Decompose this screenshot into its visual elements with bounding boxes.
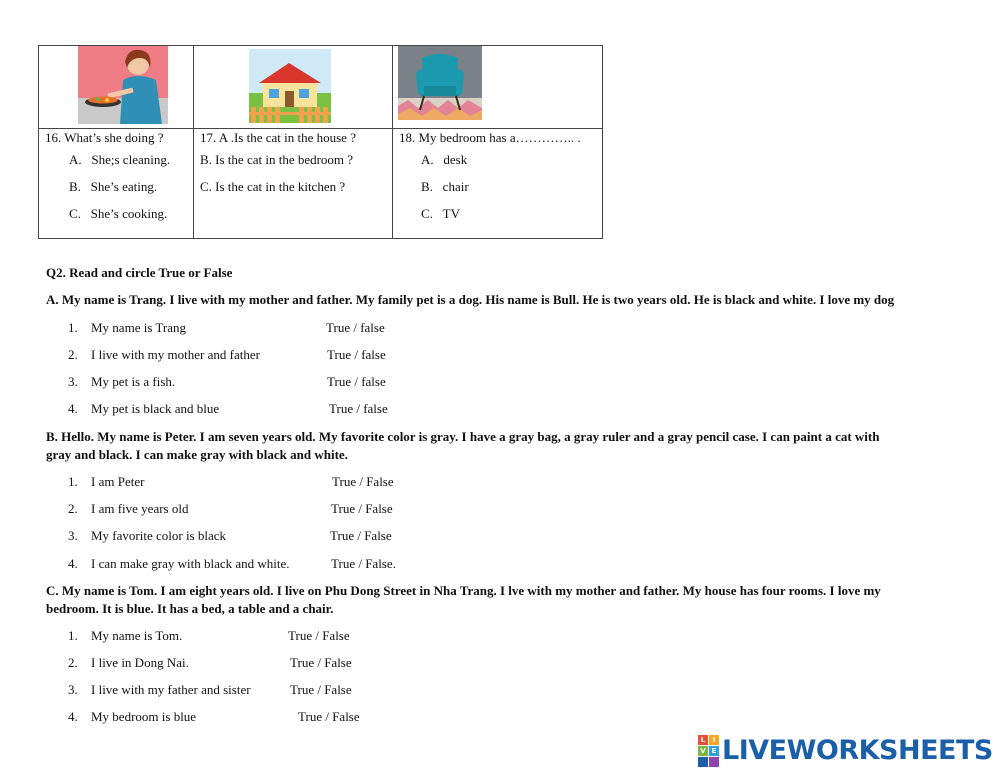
q16-option-a: [39, 146, 193, 173]
b-item-2-text: I am five years old: [91, 501, 189, 516]
a-item-2-answer[interactable]: True / false: [327, 347, 386, 362]
q16-option-c-letter: C.: [69, 206, 81, 221]
logo-block-4: E: [709, 746, 719, 756]
c-item-1-text: My name is Tom.: [91, 628, 183, 643]
logo-block-3: V: [698, 746, 708, 756]
c-item-2-text: I live in Dong Nai.: [91, 655, 189, 670]
q18-option-c-text: TV: [442, 206, 461, 221]
q17-image-cell: [194, 46, 393, 129]
a-item-4-answer[interactable]: True / false: [329, 401, 388, 416]
a-item-1-answer[interactable]: True / false: [326, 320, 385, 335]
questions-table: [38, 45, 603, 239]
q18-option-c-letter: C.: [421, 206, 433, 221]
q18-image-cell: [393, 46, 603, 129]
a-item-4-num: 4.: [68, 401, 78, 416]
q16-option-b-letter: B.: [69, 179, 81, 194]
q16-option-c-text: She’s cooking.: [90, 206, 168, 221]
a-item-2-num: 2.: [68, 347, 78, 362]
q18-question: 18. My bedroom has a………….. .: [399, 130, 581, 145]
c-item-4-text: My bedroom is blue: [91, 709, 197, 724]
q2-heading: Q2. Read and circle True or False: [46, 265, 233, 280]
b-item-3-answer[interactable]: True / False: [330, 528, 392, 543]
passage-c-line1: C. My name is Tom. I am eight years old. I live on Phu Dong Street in Nha Trang. I lve with my mother and father. My house has four rooms. I love my: [46, 583, 881, 598]
c-item-2-answer[interactable]: True / False: [290, 655, 352, 670]
b-item-1-text: I am Peter: [91, 474, 145, 489]
q18-cell: [393, 129, 603, 239]
b-item-4-text: I can make gray with black and white.: [91, 556, 290, 571]
passage-b-line1: B. Hello. My name is Peter. I am seven years old. My favorite color is gray. I have a gray bag, a gray ruler and a gray pencil case. I can paint a cat with: [46, 429, 880, 444]
armchair-image: [398, 46, 482, 120]
q18-option-a: [393, 146, 602, 173]
c-item-1-answer[interactable]: True / False: [288, 628, 350, 643]
b-item-3-text: My favorite color is black: [91, 528, 227, 543]
house-image: [249, 49, 331, 123]
q16-image-cell: [39, 46, 194, 129]
woman-cooking-image: [78, 46, 168, 124]
q17-question: 17. A .Is the cat in the house ?: [200, 130, 356, 145]
liveworksheets-logo: [698, 736, 993, 766]
a-item-4-text: My pet is black and blue: [91, 401, 220, 416]
q16-option-a-letter: A.: [69, 152, 82, 167]
q18-option-b-text: chair: [442, 179, 469, 194]
q17-option-b: B. Is the cat in the bedroom ?: [200, 152, 354, 167]
b-item-1-answer[interactable]: True / False: [332, 474, 394, 489]
a-item-3-answer[interactable]: True / false: [327, 374, 386, 389]
q18-option-a-text: desk: [443, 152, 468, 167]
q16-option-b-text: She’s eating.: [90, 179, 158, 194]
a-item-3-text: My pet is a fish.: [91, 374, 176, 389]
c-item-2-num: 2.: [68, 655, 78, 670]
q18-option-c: [393, 200, 602, 227]
q17-option-c: C. Is the cat in the kitchen ?: [200, 179, 346, 194]
logo-block-1: L: [698, 735, 708, 745]
b-item-3-num: 3.: [68, 528, 78, 543]
c-item-3-answer[interactable]: True / False: [290, 682, 352, 697]
q18-option-b: [393, 173, 602, 200]
q16-question: 16. What’s she doing ?: [45, 130, 164, 145]
q16-cell: [39, 129, 194, 239]
q18-option-b-letter: B.: [421, 179, 433, 194]
logo-block-6: [709, 757, 719, 767]
c-item-4-num: 4.: [68, 709, 78, 724]
passage-b-line2: gray and black. I can make gray with black and white.: [46, 447, 348, 462]
b-item-2-num: 2.: [68, 501, 78, 516]
q17-cell: [194, 129, 393, 239]
a-item-1-num: 1.: [68, 320, 78, 335]
c-item-1-num: 1.: [68, 628, 78, 643]
logo-block-5: [698, 757, 708, 767]
b-item-1-num: 1.: [68, 474, 78, 489]
c-item-3-num: 3.: [68, 682, 78, 697]
q16-option-a-text: She;s cleaning.: [91, 152, 171, 167]
logo-blocks-icon: [698, 735, 719, 767]
c-item-4-answer[interactable]: True / False: [298, 709, 360, 724]
passage-c-line2: bedroom. It is blue. It has a bed, a table and a chair.: [46, 601, 334, 616]
logo-block-2: I: [709, 735, 719, 745]
b-item-4-answer[interactable]: True / False.: [331, 556, 396, 571]
c-item-3-text: I live with my father and sister: [91, 682, 251, 697]
a-item-1-text: My name is Trang: [91, 320, 186, 335]
q16-option-b: [39, 173, 193, 200]
b-item-2-answer[interactable]: True / False: [331, 501, 393, 516]
a-item-3-num: 3.: [68, 374, 78, 389]
passage-a: A. My name is Trang. I live with my mother and father. My family pet is a dog. His name is Bull. He is two years old. He is black and white. I love my dog: [46, 292, 895, 307]
q16-option-c: [39, 200, 193, 227]
b-item-4-num: 4.: [68, 556, 78, 571]
q18-option-a-letter: A.: [421, 152, 434, 167]
a-item-2-text: I live with my mother and father: [91, 347, 260, 362]
logo-text: LIVEWORKSHEETS: [722, 735, 993, 766]
